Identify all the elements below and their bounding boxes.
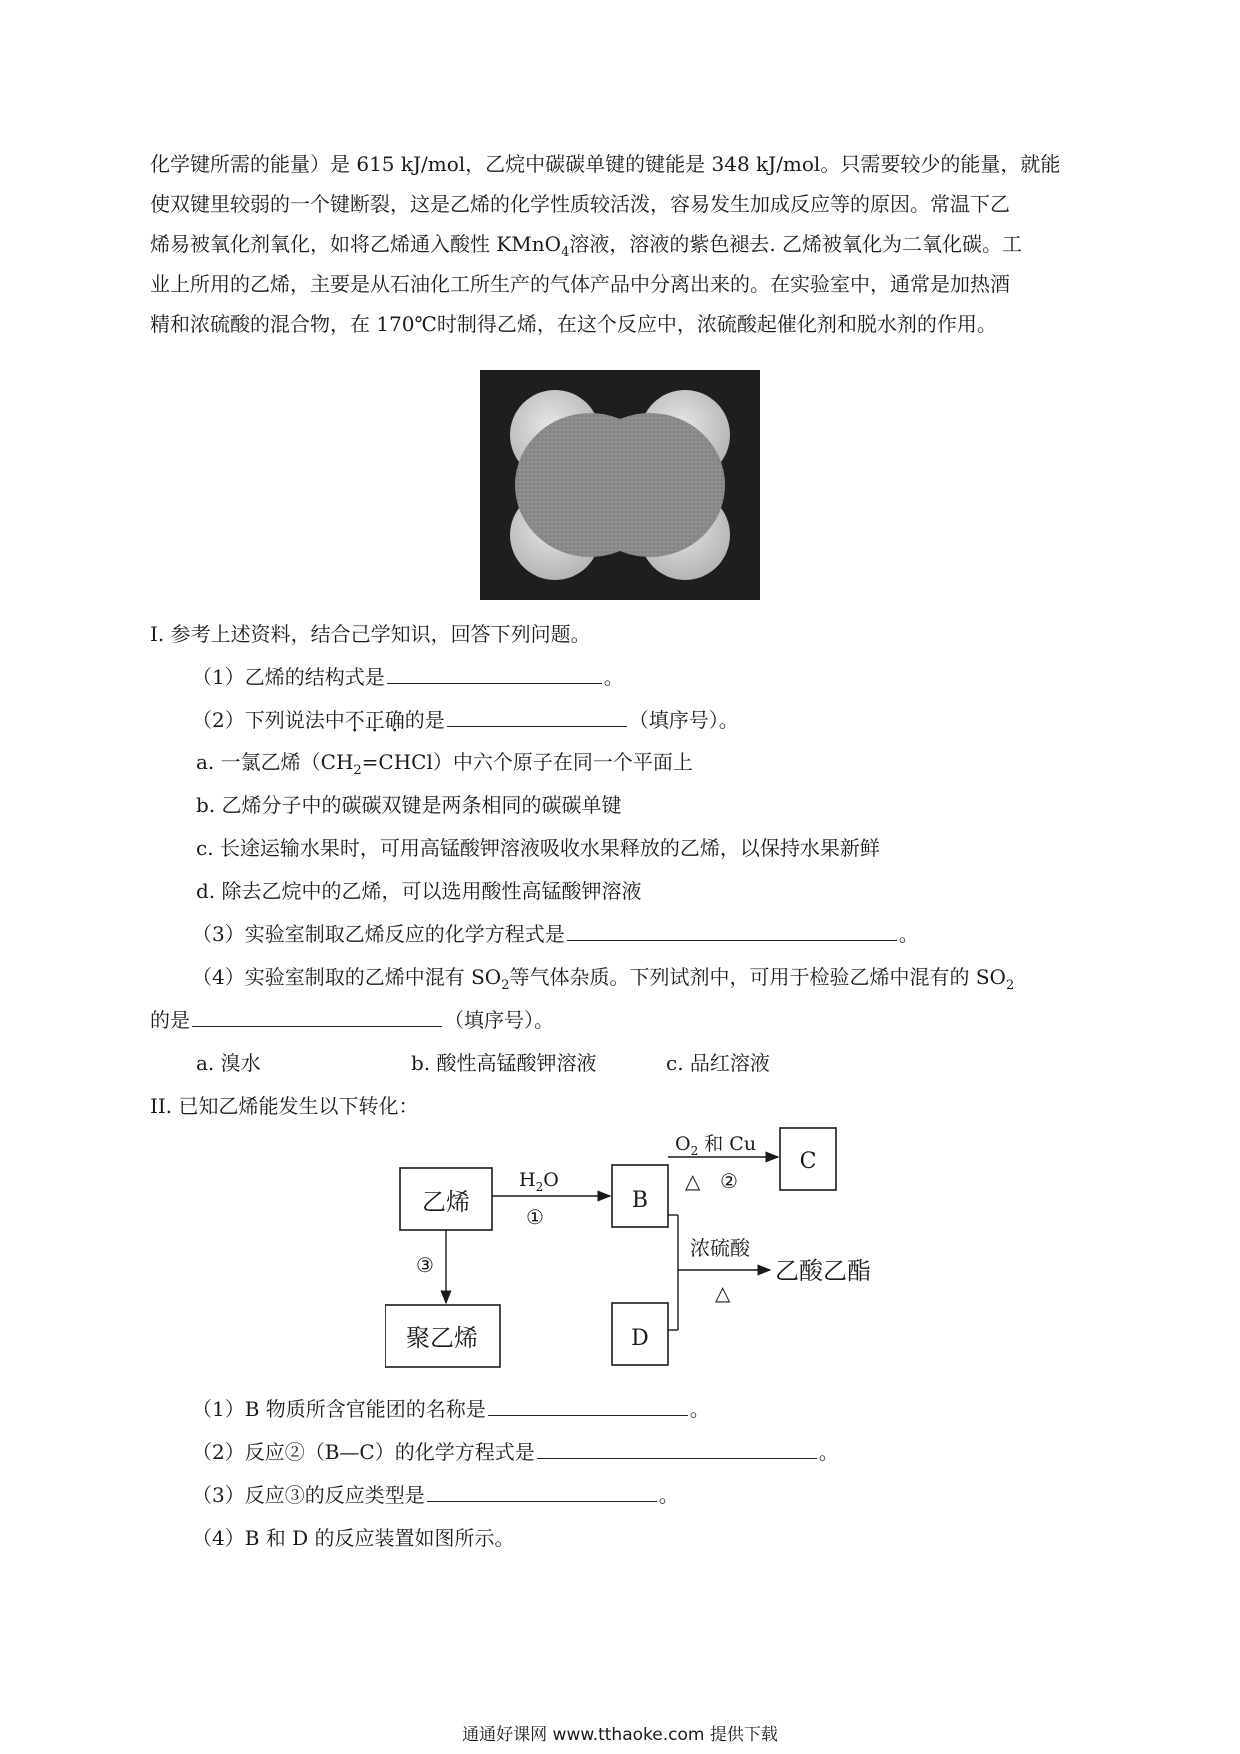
- heat-symbol-esterification: △: [715, 1281, 731, 1305]
- part1-q4-options: a. 溴水 b. 酸性高锰酸钾溶液 c. 品红溶液: [196, 1051, 770, 1075]
- passage-line-1: 化学键所需的能量）是 615 kJ/mol，乙烷中碳碳单键的键能是 348 kJ/mol。只需要较少的能量，就能: [150, 152, 1061, 176]
- part2-question-1: （1）B 物质所含官能团的名称是 。: [192, 1397, 710, 1421]
- part1-q2-option-c: c. 长途运输水果时，可用高锰酸钾溶液吸收水果释放的乙烯，以保持水果新鲜: [196, 836, 880, 860]
- part2-question-2: （2）反应②（B—C）的化学方程式是 。: [192, 1440, 839, 1464]
- answer-blank[interactable]: [567, 920, 897, 941]
- answer-blank[interactable]: [192, 1006, 442, 1027]
- part1-intro: I. 参考上述资料，结合己学知识，回答下列问题。: [150, 622, 591, 646]
- answer-blank[interactable]: [427, 1481, 657, 1502]
- polyethylene-label: 聚乙烯: [406, 1324, 478, 1352]
- part2-question-4: （4）B 和 D 的反应装置如图所示。: [192, 1526, 515, 1550]
- conversion-flow-diagram: [385, 1120, 945, 1390]
- c-label: C: [799, 1149, 817, 1174]
- ethylene-space-filling-model-image: [480, 370, 760, 600]
- heat-symbol-step-2: △: [685, 1169, 701, 1193]
- emphasis-dot-char: 不: [344, 708, 365, 732]
- answer-blank[interactable]: [488, 1395, 688, 1416]
- footer-source: 通通好课网 www.tthaoke.com 提供下载: [462, 1725, 778, 1745]
- emphasis-dot-char: 确: [384, 708, 405, 732]
- step-3-marker: ③: [416, 1253, 434, 1277]
- step-2-marker: ②: [720, 1169, 738, 1193]
- passage-line-3: 烯易被氧化剂氧化，如将乙烯通入酸性 KMnO$_4$溶液，溶液的紫色褪去. 乙烯被氧化为二氧化碳。工: [150, 232, 1023, 260]
- conc-acid-label: 浓硫酸: [690, 1236, 750, 1260]
- part1-question-4: （4）实验室制取的乙烯中混有 $SO_2$等气体杂质。下列试剂中，可用于检验乙烯中混有的 $SO_2$: [192, 965, 1015, 993]
- part1-question-4-line-2: 的是 （填序号）。: [150, 1008, 554, 1032]
- h2o-label: $H_2O$: [519, 1169, 559, 1194]
- passage-line-4: 业上所用的乙烯，主要是从石油化工所生产的气体产品中分离出来的。在实验室中，通常是加热酒: [150, 272, 1010, 296]
- step-1-marker: ①: [526, 1205, 544, 1229]
- answer-blank[interactable]: [447, 706, 627, 727]
- emphasis-dot-char: 正: [364, 708, 385, 732]
- part1-question-2: （2）下列说法中不正确的是 （填序号）。: [192, 708, 739, 732]
- answer-blank[interactable]: [537, 1438, 817, 1459]
- part1-question-1: （1）乙烯的结构式是 。: [192, 665, 624, 689]
- part1-q2-option-d: d. 除去乙烷中的乙烯，可以选用酸性高锰酸钾溶液: [196, 879, 642, 903]
- answer-blank[interactable]: [387, 663, 602, 684]
- passage-line-2: 使双键里较弱的一个键断裂，这是乙烯的化学性质较活泼，容易发生加成反应等的原因。常温下乙: [150, 192, 1010, 216]
- part1-q2-option-a: a. 一氯乙烯$(CH_2=CHCl)$中六个原子在同一个平面上: [196, 750, 693, 778]
- ethylene-label: 乙烯: [422, 1188, 470, 1216]
- emphasized-not-correct: [345, 708, 405, 732]
- passage-line-5: 精和浓硫酸的混合物，在 170℃时制得乙烯，在这个反应中，浓硫酸起催化剂和脱水剂的作用。: [150, 312, 997, 336]
- part1-q2-option-b: b. 乙烯分子中的碳碳双键是两条相同的碳碳单键: [196, 793, 622, 817]
- d-label: D: [631, 1326, 649, 1351]
- part2-question-3: （3）反应③的反应类型是 。: [192, 1483, 679, 1507]
- part1-question-3: （3）实验室制取乙烯反应的化学方程式是 。: [192, 922, 919, 946]
- b-label: B: [631, 1188, 649, 1213]
- ethyl-acetate-label: 乙酸乙酯: [775, 1257, 871, 1285]
- o2-cu-label: $O_2$ 和 Cu: [675, 1133, 757, 1158]
- part2-intro: II. 已知乙烯能发生以下转化：: [150, 1094, 419, 1118]
